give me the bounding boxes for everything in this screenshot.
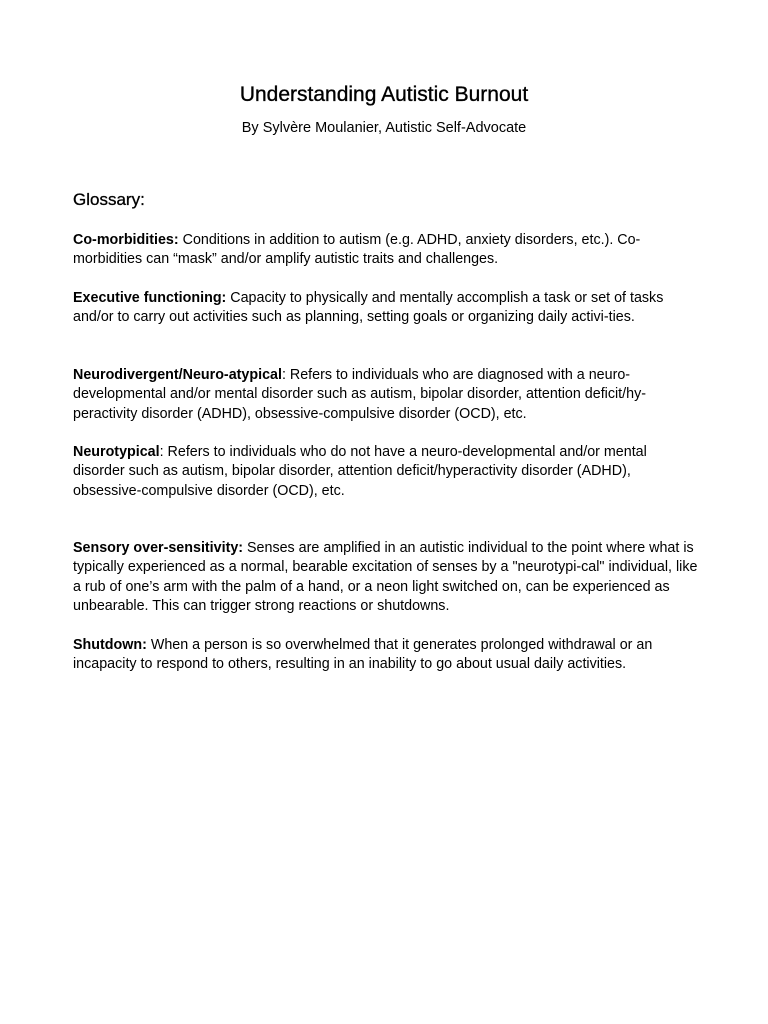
glossary-entry-neurodivergent (73, 366, 701, 424)
glossary-definition: : Refers to individuals who do not have a neuro-developmental and/or mental disorder such as autism, bipolar disorder, attention deficit/hyperactivity disorder (ADHD), obsessive-compulsive disorder (OCD), etc. (73, 444, 647, 499)
glossary-definition: When a person is so overwhelmed that it generates prolonged withdrawal or an incapacity to respond to others, resulting in an inability to go about usual daily activities. (73, 637, 653, 673)
glossary-definition: Conditions in addition to autism (e.g. ADHD, anxiety disorders, etc.). Co-morbidities can “mask” and/or amplify autistic traits and challenges. (73, 232, 641, 268)
glossary-term: Executive functioning: (73, 290, 227, 306)
glossary-definition: : Refers to individuals who are diagnosed with a neuro-developmental and/or mental disorder such as autism, bipolar disorder, attention deficit/hy-peractivity disorder (ADHD), obsessive-compulsive disorder (OCD), etc. (73, 367, 646, 422)
document-byline: By Sylvère Moulanier, Autistic Self-Advocate (241, 120, 527, 136)
glossary-entry-shutdown (73, 636, 701, 675)
glossary-entry-sensory-over-sensitivity (73, 539, 701, 616)
glossary-term: Co-morbidities: (73, 232, 179, 248)
glossary-term: Sensory over-sensitivity: (73, 540, 244, 556)
glossary-term: Shutdown: (73, 637, 147, 653)
glossary-definition: Senses are amplified in an autistic individual to the point where what is typically experienced as a normal, bearable excitation of senses by a "neurotypi-cal" individual, like a rub of one’s arm with the palm of a hand, or a neon light switched on, can be experienced as unbearable. This can trigger strong reactions or shutdowns. (73, 540, 698, 614)
glossary-entry-comorbidities (73, 231, 701, 270)
glossary-definition: Capacity to physically and mentally accomplish a task or set of tasks and/or to carry out activities such as planning, setting goals or organizing daily activi-ties. (73, 290, 664, 326)
glossary-term: Neurotypical (73, 444, 160, 460)
glossary-term: Neurodivergent/Neuro-atypical (73, 367, 282, 383)
document-title: Understanding Autistic Burnout (239, 83, 529, 106)
glossary-heading: Glossary: (73, 190, 145, 209)
glossary-entry-neurotypical (73, 443, 701, 501)
glossary-entry-executive-functioning (73, 289, 701, 328)
